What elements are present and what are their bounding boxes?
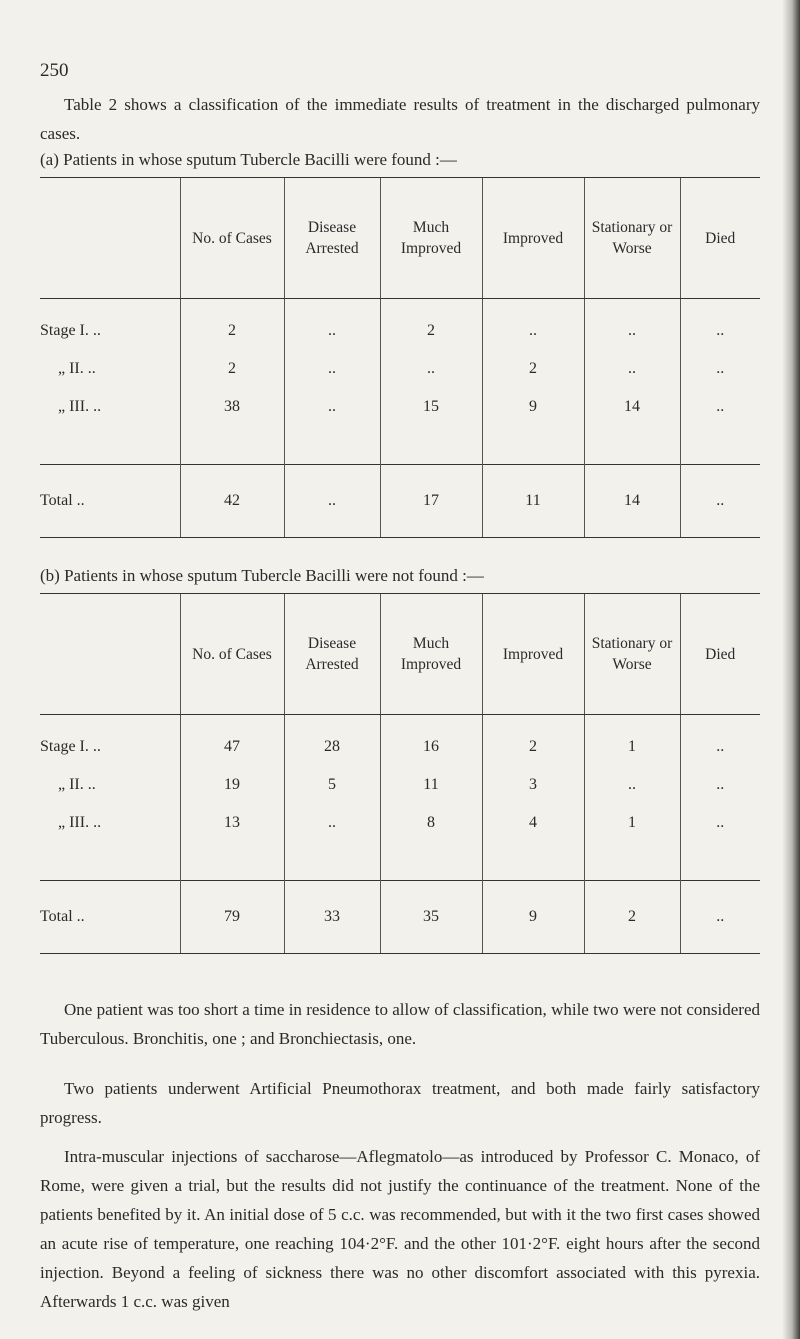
cell-improved: 2 [482,715,584,767]
page-edge-shadow [782,0,800,1339]
row-label: „ III. .. [58,814,102,831]
header-corner [40,594,180,715]
total-stationary: 2 [584,881,680,954]
intro-paragraph: Table 2 shows a classification of the immediate results of treatment in the discharged pulmonary cases. [40,95,760,143]
cell-arrested: .. [284,388,380,426]
cell-cases: 47 [180,715,284,767]
header-stationary: Stationary or Worse [584,178,680,299]
header-much-improved: Much Improved [380,594,482,715]
row-label: „ III. .. [58,398,102,415]
cell-cases: 19 [180,766,284,804]
cell-cases: 2 [180,350,284,388]
cell-improved: 2 [482,350,584,388]
cell-stationary: .. [584,766,680,804]
cell-much-improved: 15 [380,388,482,426]
header-arrested: Disease Arrested [284,178,380,299]
total-died: .. [680,881,760,954]
header-arrested: Disease Arrested [284,594,380,715]
total-arrested: 33 [284,881,380,954]
total-label: Total .. [40,465,180,538]
cell-stationary: 1 [584,804,680,842]
cell-arrested: .. [284,350,380,388]
table-a-caption: (a) Patients in whose sputum Tubercle Bacilli were found :— [40,150,457,169]
table-b-caption: (b) Patients in whose sputum Tubercle Bacilli were not found :— [40,566,484,585]
total-cases: 79 [180,881,284,954]
row-label: Stage I. .. [40,738,101,755]
table-a-header-row [40,178,760,299]
total-label: Total .. [40,881,180,954]
cell-improved: 9 [482,388,584,426]
total-much-improved: 17 [380,465,482,538]
table-row [40,715,760,767]
cell-died: .. [680,350,760,388]
header-cases: No. of Cases [180,178,284,299]
cell-arrested: .. [284,299,380,351]
cell-improved: .. [482,299,584,351]
row-label: Stage I. .. [40,322,101,339]
row-label: „ II. .. [58,776,96,793]
table-total-row [40,881,760,954]
cell-much-improved: 2 [380,299,482,351]
cell-died: .. [680,715,760,767]
cell-arrested: .. [284,804,380,842]
header-died: Died [680,594,760,715]
cell-stationary: .. [584,299,680,351]
cell-stationary: 14 [584,388,680,426]
cell-stationary: 1 [584,715,680,767]
cell-much-improved: 11 [380,766,482,804]
paragraph-pneumothorax: Two patients underwent Artificial Pneumothorax treatment, and both made fairly satisfactory progress. [40,1079,760,1127]
table-row [40,804,760,842]
table-row [40,388,760,426]
cell-improved: 4 [482,804,584,842]
cell-died: .. [680,804,760,842]
header-improved: Improved [482,594,584,715]
cell-improved: 3 [482,766,584,804]
total-died: .. [680,465,760,538]
cell-cases: 38 [180,388,284,426]
cell-much-improved: 16 [380,715,482,767]
total-much-improved: 35 [380,881,482,954]
table-a [40,177,760,538]
page-number: 250 [40,60,69,81]
table-row [40,350,760,388]
cell-died: .. [680,766,760,804]
header-corner [40,178,180,299]
cell-much-improved: .. [380,350,482,388]
total-stationary: 14 [584,465,680,538]
cell-stationary: .. [584,350,680,388]
table-total-row [40,465,760,538]
paragraph-classification: One patient was too short a time in residence to allow of classification, while two were not considered Tuberculous. Bronchitis, one ; and Bronchiectasis, one. [40,1000,760,1048]
table-b-header-row [40,594,760,715]
total-improved: 11 [482,465,584,538]
total-arrested: .. [284,465,380,538]
cell-cases: 13 [180,804,284,842]
total-improved: 9 [482,881,584,954]
table-row [40,766,760,804]
table-b [40,593,760,954]
header-died: Died [680,178,760,299]
header-improved: Improved [482,178,584,299]
cell-cases: 2 [180,299,284,351]
paragraph-injections: Intra-muscular injections of saccharose—Aflegmatolo—as introduced by Professor C. Monaco, of Rome, were given a trial, but the results did not justify the continuance of the treatment. None of the patients benefited by it. An initial dose of 5 c.c. was recommended, but with it the two first cases showed an acute rise of temperature, one reaching 104·2°F. and the other 101·2°F. eight hours after the second injection. Beyond a feeling of sickness there was no other discomfort associated with this pyrexia. Afterwards 1 c.c. was given [40,1147,760,1311]
header-cases: No. of Cases [180,594,284,715]
cell-died: .. [680,299,760,351]
cell-much-improved: 8 [380,804,482,842]
header-much-improved: Much Improved [380,178,482,299]
cell-arrested: 5 [284,766,380,804]
header-stationary: Stationary or Worse [584,594,680,715]
row-label: „ II. .. [58,360,96,377]
cell-arrested: 28 [284,715,380,767]
table-row [40,299,760,351]
total-cases: 42 [180,465,284,538]
cell-died: .. [680,388,760,426]
